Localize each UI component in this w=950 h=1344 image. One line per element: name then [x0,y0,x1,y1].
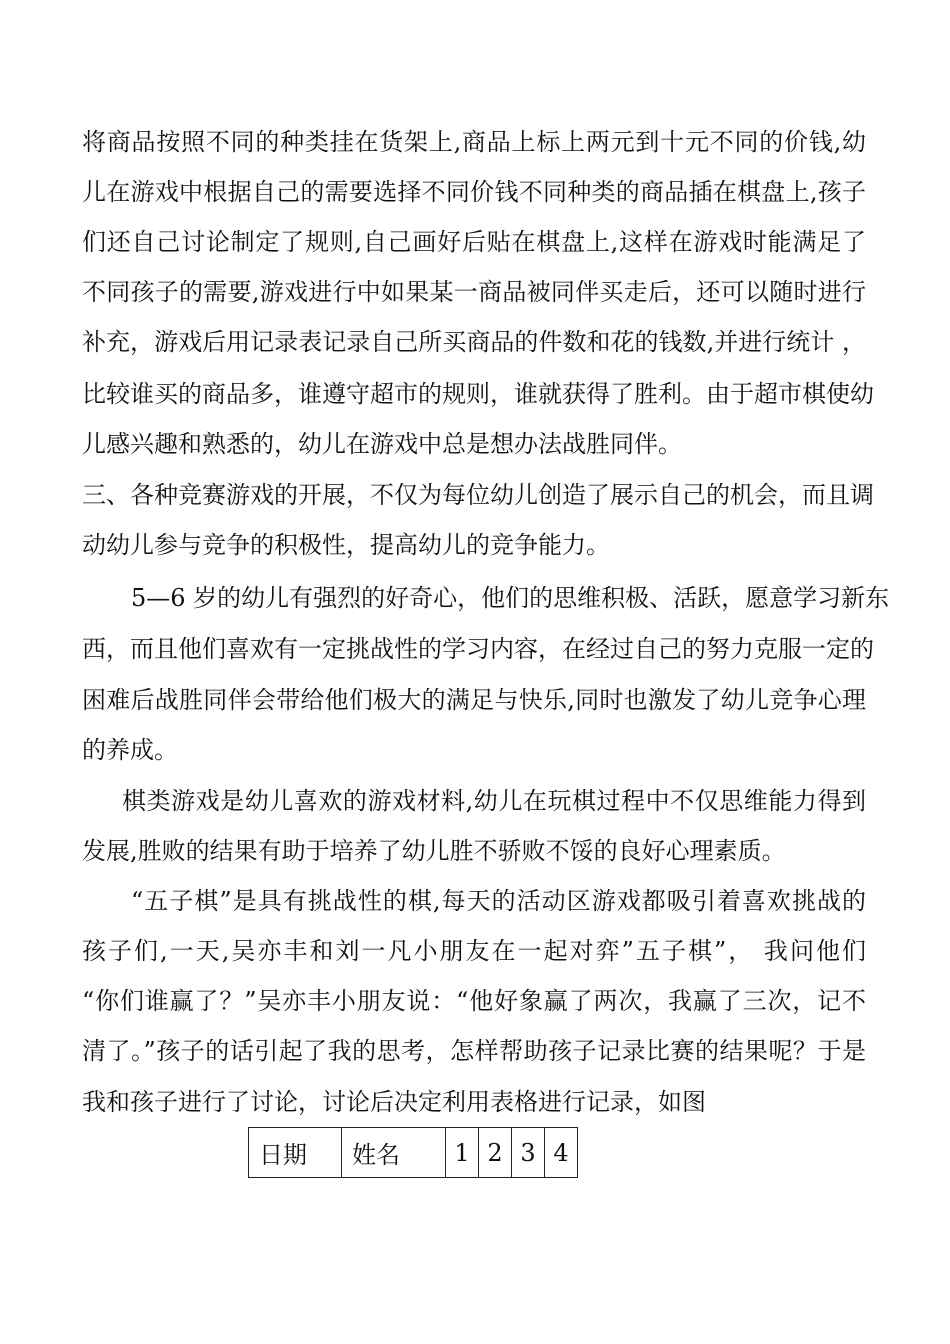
paragraph-line: 补充，游戏后用记录表记录自己所买商品的件数和花的钱数,并进行统计 ， [82,328,866,356]
paragraph-line: 儿感兴趣和熟悉的，幼儿在游戏中总是想办法战胜同伴。 [82,430,682,458]
paragraph-line: 困难后战胜同伴会带给他们极大的满足与快乐,同时也激发了幼儿竞争心理 [82,686,866,714]
paragraph-line: 的养成。 [82,736,178,764]
table-header-cell: 2 [479,1128,512,1178]
paragraph-line: 发展,胜败的结果有助于培养了幼儿胜不骄败不馁的良好心理素质。 [82,837,786,865]
paragraph-line: “你们谁赢了？”吴亦丰小朋友说：“他好象赢了两次，我赢了三次，记不 [82,987,866,1015]
table-row [249,1128,578,1178]
table-header-cell: 3 [512,1128,545,1178]
paragraph-line: 5—6 岁的幼儿有强烈的好奇心，他们的思维积极、活跃，愿意学习新东 [131,584,890,612]
section-heading-line: 动幼儿参与竞争的积极性，提高幼儿的竞争能力。 [82,531,610,559]
paragraph-line: 孩子们,一天,吴亦丰和刘一凡小朋友在一起对弈”五子棋”， 我问他们 [82,937,866,965]
paragraph-line: 我和孩子进行了讨论，讨论后决定利用表格进行记录，如图 [82,1088,706,1116]
paragraph-line: 儿在游戏中根据自己的需要选择不同价钱不同种类的商品插在棋盘上,孩子 [82,178,866,206]
section-heading-line: 三、各种竞赛游戏的开展，不仅为每位幼儿创造了展示自己的机会，而且调 [82,481,874,509]
paragraph-line: 不同孩子的需要,游戏进行中如果某一商品被同伴买走后，还可以随时进行 [82,278,866,306]
table-header-cell: 日期 [249,1128,342,1178]
paragraph-line: 将商品按照不同的种类挂在货架上,商品上标上两元到十元不同的价钱,幼 [82,128,866,156]
paragraph-line: 棋类游戏是幼儿喜欢的游戏材料,幼儿在玩棋过程中不仅思维能力得到 [122,787,866,815]
paragraph-line: 清了。”孩子的话引起了我的思考，怎样帮助孩子记录比赛的结果呢？于是 [82,1037,866,1065]
record-table [248,1127,578,1178]
table-header-cell: 4 [545,1128,578,1178]
paragraph-line: 比较谁买的商品多，谁遵守超市的规则，谁就获得了胜利。由于超市棋使幼 [82,380,874,408]
paragraph-line: 们还自己讨论制定了规则,自己画好后贴在棋盘上,这样在游戏时能满足了 [82,228,866,256]
table-header-cell: 1 [446,1128,479,1178]
table-header-cell: 姓名 [342,1128,446,1178]
paragraph-line: 西，而且他们喜欢有一定挑战性的学习内容，在经过自己的努力克服一定的 [82,635,874,663]
paragraph-line: “五子棋”是具有挑战性的棋,每天的活动区游戏都吸引着喜欢挑战的 [131,887,866,915]
